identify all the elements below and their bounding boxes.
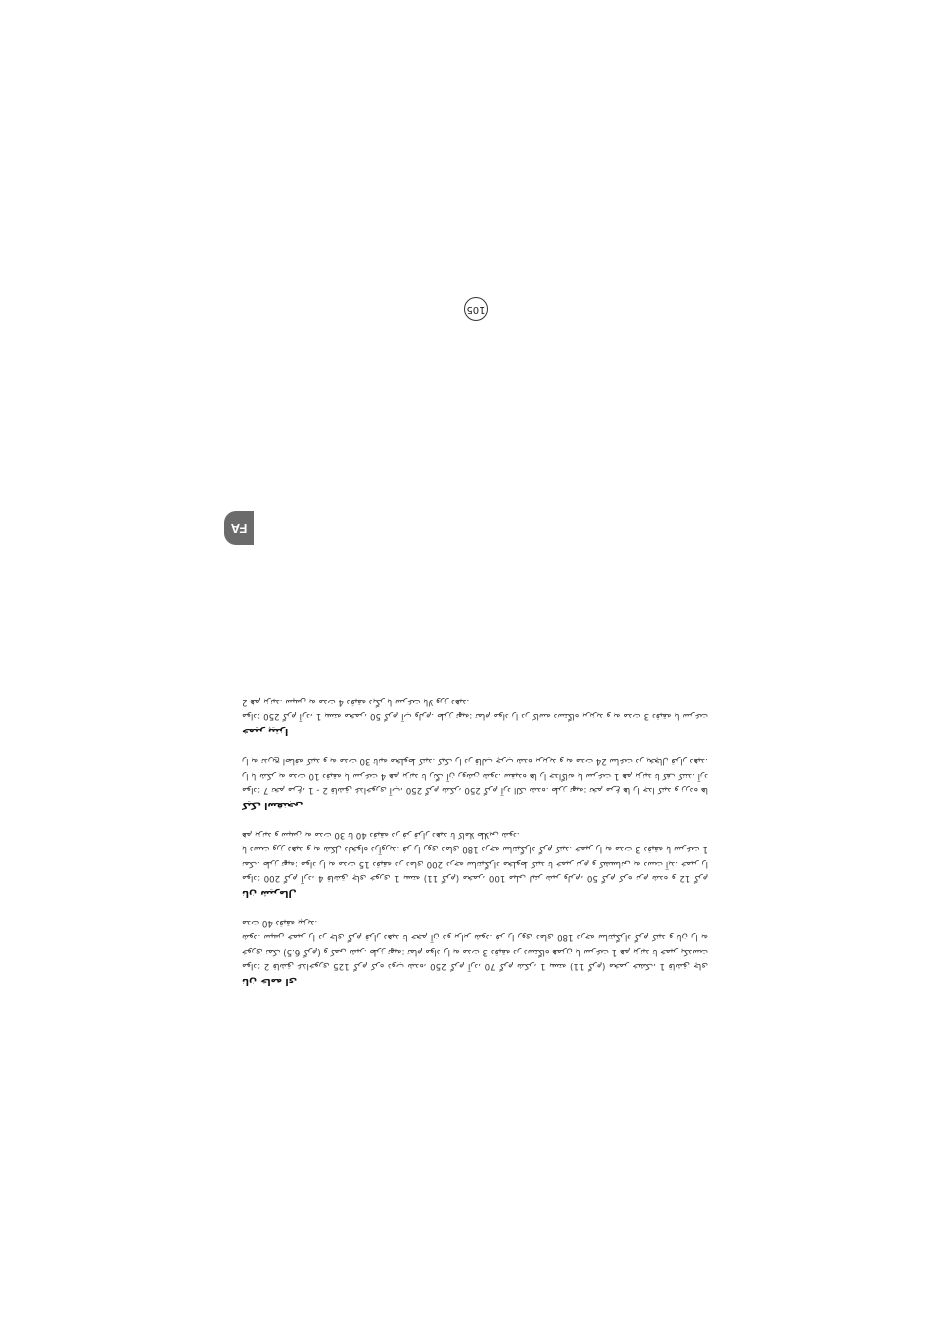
recipe-section xyxy=(242,754,708,812)
recipe-body: مواد: 7 تخم مرغ، 1 - 2 قاشق غذاخوری آب، 250 گرم شکر، 250 گرم آرد الک شده. طرز تهیه: تخم مرغ ها را جدا کنید و زرده ها را با شکر به مدت 10 دقیقه با سرعت 4 هم بزنید تا رنگ آن روشن شود. سفیده ها را جداگانه با سرعت 1 هم بزنید تا کف کنند. آرد را به تدریج اضافه کنید و به مدت 30 ثانیه مخلوط کنید. کیک را در قالب چرب شده بریزید و به مدت 24 ساعت در یخچال قرار دهید. xyxy=(242,756,708,795)
recipe-section xyxy=(242,916,708,988)
recipe-heading: کیک اسفنجی xyxy=(242,799,304,811)
page-number: 105 xyxy=(464,297,488,321)
recipe-heading: نان شیرمال xyxy=(242,887,297,899)
recipe-heading: نان خامه ای xyxy=(242,976,298,987)
recipe-body: مواد: 250 گرم آرد، 1 بسته مخمر، 50 گرم آب ولرم. طرز تهیه: تمام مواد را در کاسه دستگاه بریزید و به مدت 3 دقیقه با سرعت 2 هم بزنید. سپس به مدت 4 دقیقه دیگر با سرعت بالا ورز دهید. xyxy=(241,696,708,721)
recipe-body: مواد: 200 گرم آرد، 4 قاشق چای خوری 1 بسته (11 گرم) مخمر، 100 میلی لیتر شیر ولرم، 50 گرم کره نرم شده و 12 گرم نمک. طرز تهیه: مواد را به مدت 15 دقیقه در دمای 200 درجه سانتیگراد مخلوط کنید تا خمیر نرم و کشسانی به دست آید. خمیر را با دست ورز دهید و به شکل دلخواه درآورید. فر را روی دمای 180 درجه سانتیگراد گرم کنید. خمیر را به مدت 3 دقیقه با سرعت 1 هم بزنید و سپس به مدت 30 تا 40 دقیقه در فر قرار دهید تا کاملا طلایی شود. xyxy=(241,830,708,883)
language-tab: FA xyxy=(224,511,254,545)
recipe-heading: خمیر پیتزا xyxy=(242,726,289,738)
recipe-section xyxy=(242,828,708,900)
recipe-section xyxy=(242,695,708,739)
recipe-body: مواد: 2 قاشق غذاخوری 125 گرم کره ذوب شده، 250 گرم آرد، 70 گرم شکر، 1 بسته (11 گرم) مخمر خشک، 1 قاشق چای خوری نمک (6.5 گرم) و کمی شیر. طرز تهیه: تمام مواد را به مدت 3 دقیقه در دستگاه همزن با سرعت 1 هم بزنید تا خمیر یکدست شود. سپس خمیر را در جای گرم قرار دهید تا حجم آن دو برابر شود. فر را روی دمای 180 درجه سانتیگراد گرم کنید و نان را به مدت 40 دقیقه بپزید. xyxy=(241,918,708,971)
recipe-text-block xyxy=(242,695,708,988)
